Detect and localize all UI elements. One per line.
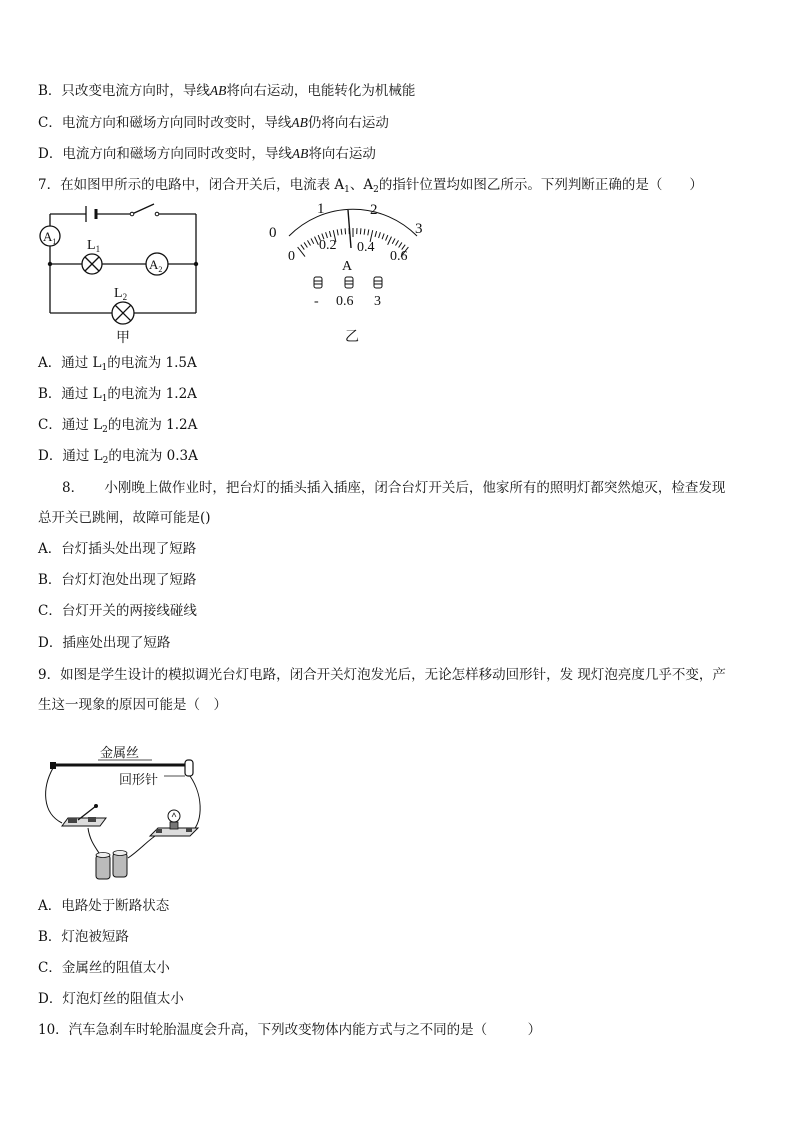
dial-tick bbox=[337, 229, 338, 235]
q6-option-b: B．只改变电流方向时，导线AB将向右运动，电能转化为机械能 bbox=[38, 83, 416, 99]
dial-tick bbox=[386, 235, 388, 241]
q8-stem-line1: 8． 小刚晚上做作业时，把台灯的插头插入插座，闭合台灯开关后，他家所有的照明灯都突然熄灭，检查发现 bbox=[62, 480, 726, 496]
svg-text:A1: $A_1$ bbox=[43, 229, 57, 246]
figure-jia-caption: 甲 bbox=[116, 330, 130, 346]
ammeter-a1-label: A bbox=[43, 229, 53, 244]
small-scale-0.2: 0.2 bbox=[319, 238, 337, 253]
dimmer-circuit-figure bbox=[40, 738, 220, 888]
unit-label: A bbox=[342, 259, 353, 274]
svg-text:A2: $A_2$ bbox=[149, 257, 163, 274]
big-scale-0: 0 bbox=[269, 225, 277, 241]
dial-tick bbox=[301, 245, 304, 250]
q9-option-a: A．电路处于断路状态 bbox=[38, 898, 170, 914]
terminal-0.6: 0.6 bbox=[336, 294, 354, 309]
q9-option-c: C．金属丝的阻值太小 bbox=[38, 960, 170, 976]
q9-stem-line2: 生这一现象的原因可能是（ ） bbox=[38, 697, 227, 713]
big-scale-2: 2 bbox=[370, 202, 378, 218]
q9-stem-line1: 9．如图是学生设计的模拟调光台灯电路，闭合开关灯泡发光后，无论怎样移动回形针，发 现灯泡亮度几乎不变，产 bbox=[38, 667, 726, 683]
q8-option-c: C．台灯开关的两接线碰线 bbox=[38, 603, 197, 619]
dial-tick bbox=[399, 242, 402, 247]
svg-text:L1: $L_1$ bbox=[87, 238, 101, 254]
dial-tick bbox=[388, 237, 392, 245]
clip-label: 回形针 bbox=[119, 773, 159, 788]
ammeter-a2-label: A bbox=[149, 257, 159, 272]
lamp-l2-label: L bbox=[114, 286, 123, 301]
ammeter-dial-yi bbox=[262, 196, 442, 346]
dial-tick bbox=[345, 228, 346, 234]
q9-option-b: B．灯泡被短路 bbox=[38, 929, 129, 945]
small-scale-0: 0 bbox=[288, 249, 295, 264]
dial-tick bbox=[375, 231, 377, 237]
dial-tick bbox=[379, 232, 381, 238]
dial-tick bbox=[304, 242, 307, 247]
q10-stem: 10．汽车急刹车时轮胎温度会升高，下列改变物体内能方式与之不同的是（ ） bbox=[38, 1022, 542, 1038]
q8-option-d: D．插座处出现了短路 bbox=[38, 635, 171, 651]
small-scale-0.4: 0.4 bbox=[357, 240, 375, 255]
big-scale-1: 1 bbox=[317, 201, 325, 217]
q8-stem-line2: 总开关已跳闸，故障可能是() bbox=[38, 510, 211, 526]
q7-stem: 7．在如图甲所示的电路中，闭合开关后，电流表 $A_1$、$A_2$的指针位置均如图乙所示。下列判断正确的是（ ） bbox=[38, 177, 703, 195]
dial-tick bbox=[395, 240, 398, 245]
q6-option-c: C．电流方向和磁场方向同时改变时，导线AB仍将向右运动 bbox=[38, 115, 389, 131]
circuit-diagram-jia bbox=[30, 198, 210, 348]
q8-option-a: A．台灯插头处出现了短路 bbox=[38, 541, 197, 557]
terminal-3: 3 bbox=[374, 294, 381, 309]
q7-option-a: A．通过 $L_1$的电流为 1.5A bbox=[38, 355, 197, 373]
q7-option-b: B．通过 $L_1$的电流为 1.2A bbox=[38, 386, 197, 404]
q8-option-b: B．台灯灯泡处出现了短路 bbox=[38, 572, 197, 588]
dial-tick bbox=[392, 238, 395, 243]
q6-option-d: D．电流方向和磁场方向同时改变时，导线AB将向右运动 bbox=[38, 146, 376, 162]
dial-tick bbox=[341, 229, 342, 235]
dial-tick bbox=[311, 238, 314, 243]
dial-tick bbox=[364, 229, 365, 235]
wire-label: 金属丝 bbox=[100, 746, 140, 761]
big-scale-3: 3 bbox=[415, 221, 423, 237]
q7-option-c: C．通过 $L_2$的电流为 1.2A bbox=[38, 417, 198, 435]
dial-tick bbox=[368, 229, 369, 235]
dial-tick bbox=[315, 237, 319, 245]
svg-text:L2: $L_2$ bbox=[114, 286, 128, 302]
figure-yi-caption: 乙 bbox=[345, 329, 359, 345]
dial-tick bbox=[307, 240, 310, 245]
small-scale-0.6: 0.6 bbox=[390, 249, 408, 264]
dial-tick bbox=[329, 231, 331, 237]
terminal-minus: - bbox=[314, 294, 319, 309]
dial-tick bbox=[360, 228, 361, 234]
lamp-l1-label: L bbox=[87, 238, 96, 253]
q7-option-d: D．通过 $L_2$的电流为 0.3A bbox=[38, 448, 198, 466]
dial-tick bbox=[382, 234, 384, 240]
q9-option-d: D．灯泡灯丝的阻值太小 bbox=[38, 991, 184, 1007]
